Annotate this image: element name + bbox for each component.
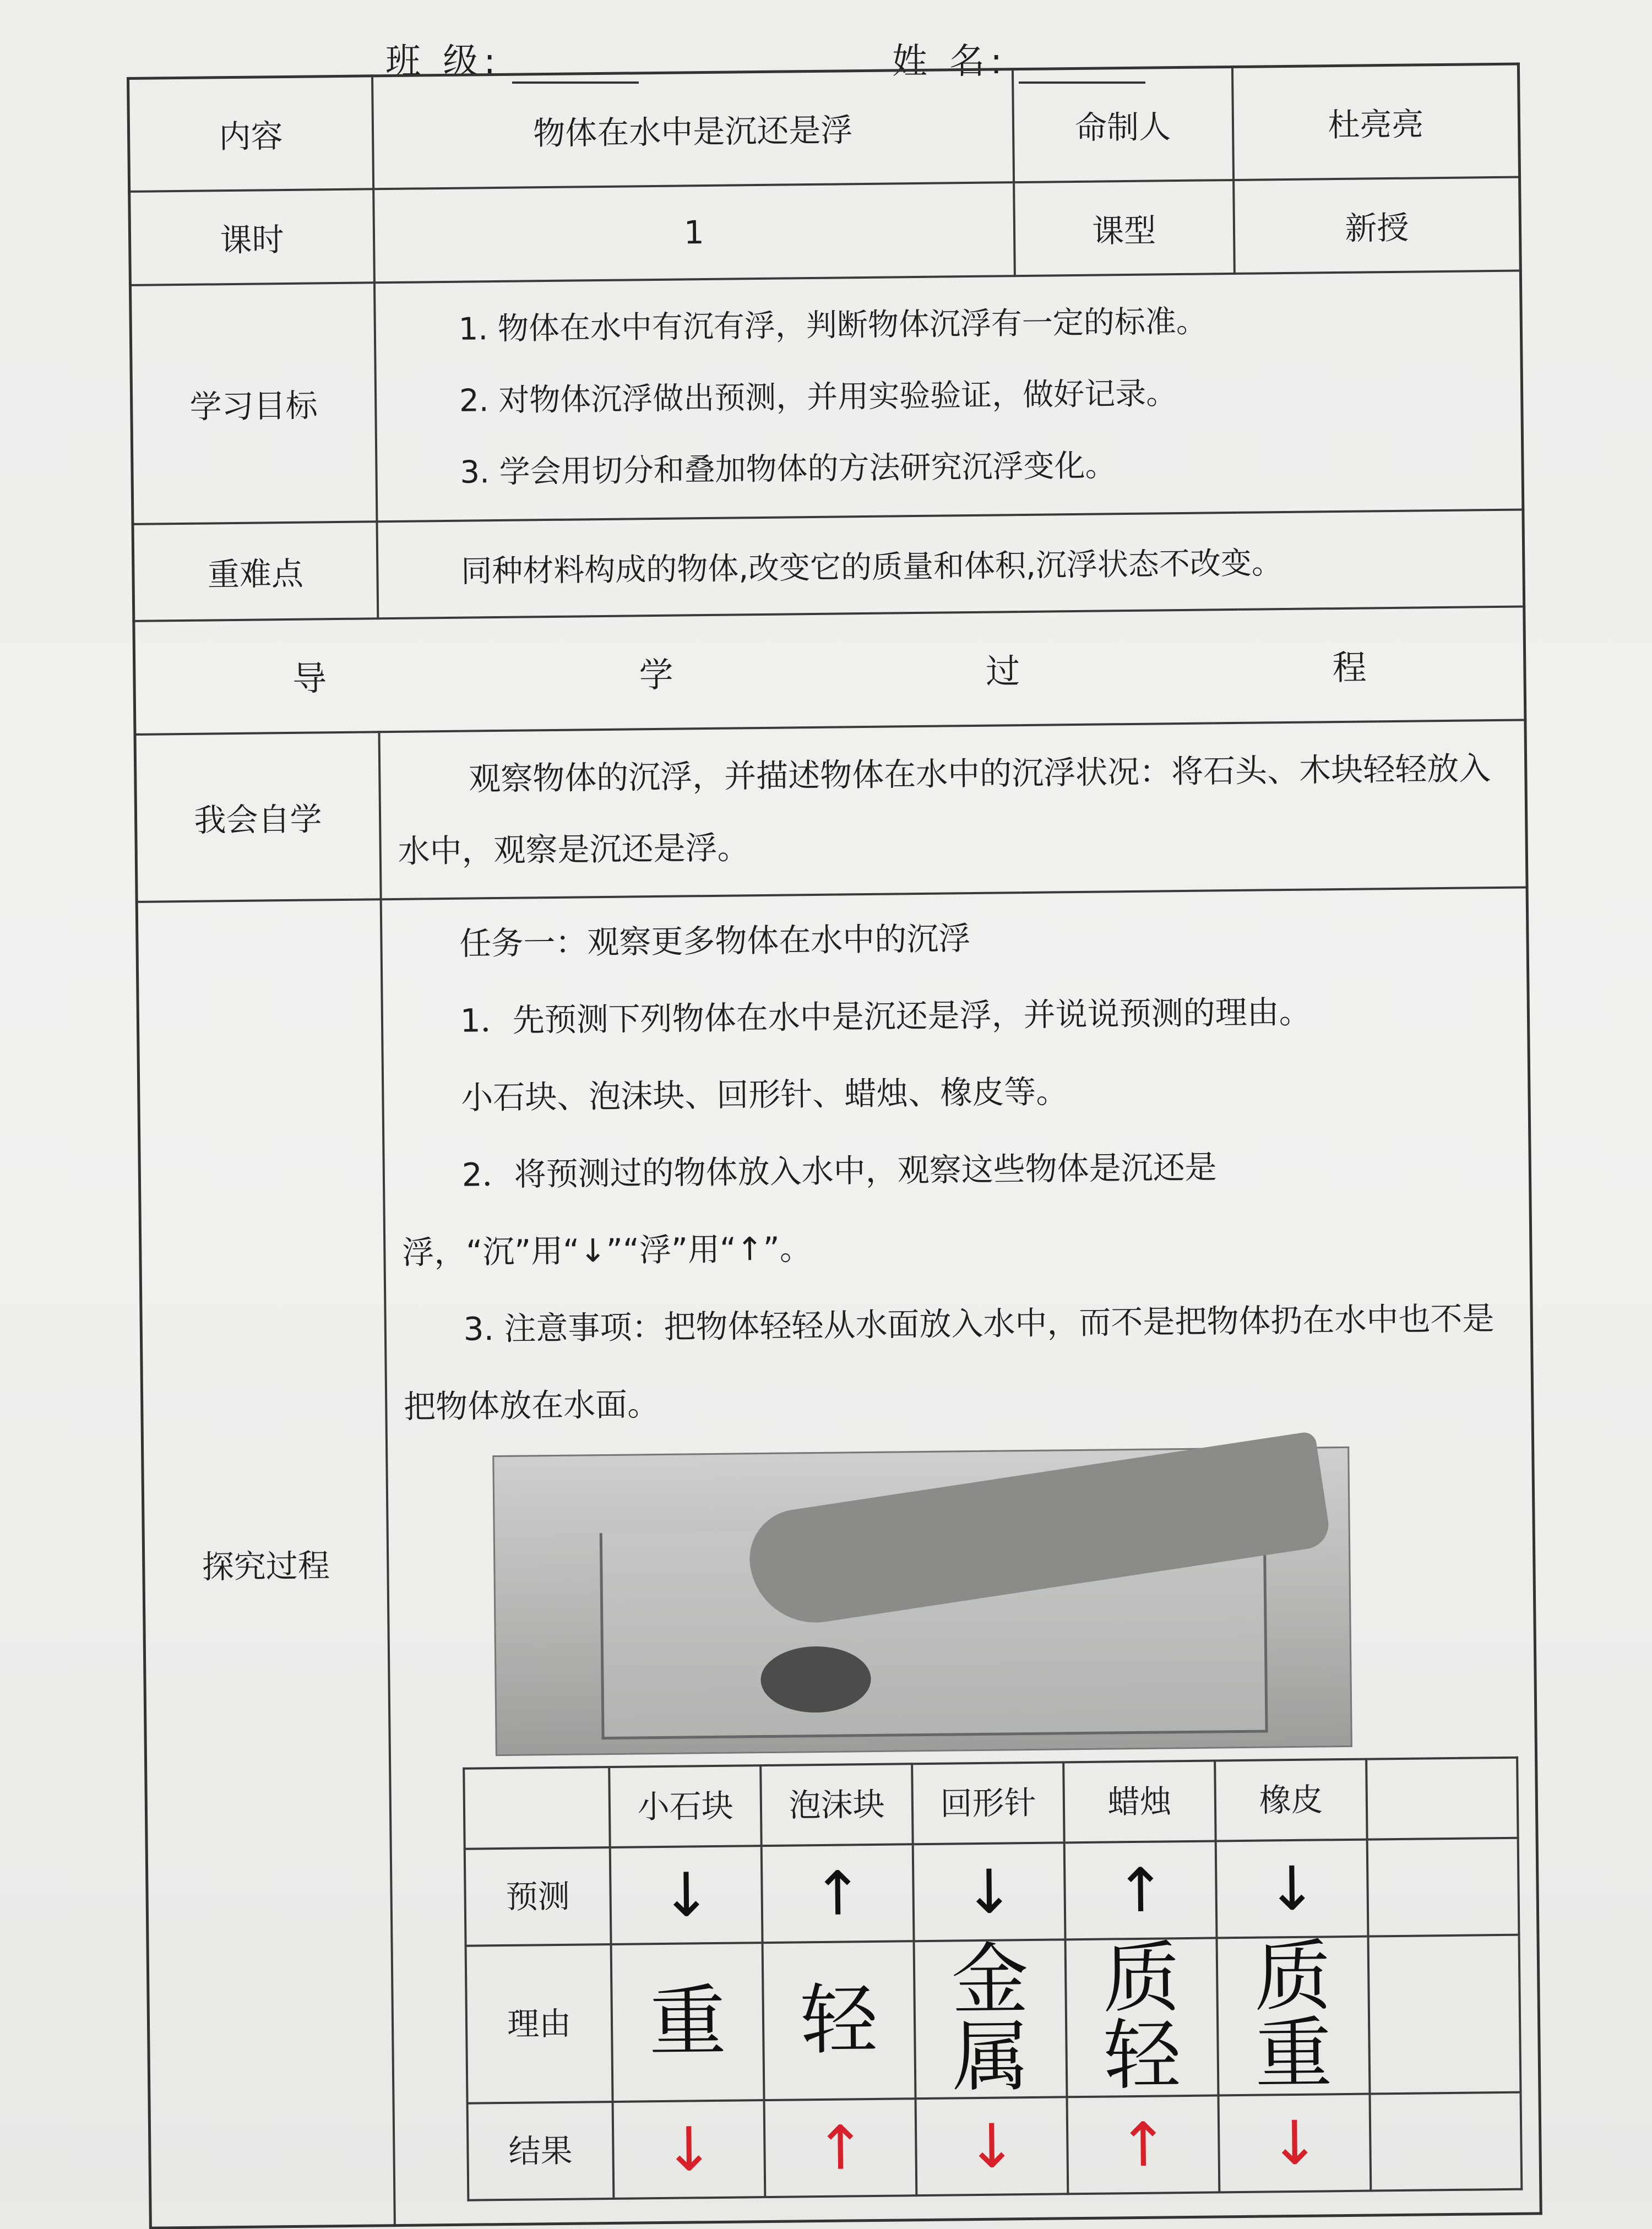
banner-char: 导 — [292, 658, 327, 699]
prediction-cell[interactable] — [1367, 1837, 1519, 1936]
banner-char: 学 — [639, 654, 674, 695]
table-row — [467, 2092, 1521, 2200]
reason-cell[interactable]: 金属 — [914, 1939, 1067, 2098]
column-header: 橡皮 — [1215, 1759, 1367, 1841]
goal-item: 2. 对物体沉浮做出预测，并用实验验证，做好记录。 — [459, 375, 1177, 419]
reason-cell[interactable]: 质重 — [1217, 1936, 1370, 2095]
task-title: 任务一：观察更多物体在水中的沉浮 — [459, 919, 971, 963]
banner-char: 程 — [1332, 647, 1367, 688]
prediction-cell[interactable]: ↓ — [610, 1846, 763, 1944]
reason-cell[interactable] — [1368, 1934, 1521, 2094]
type-value: 新授 — [1233, 177, 1521, 273]
reason-cell[interactable]: 轻 — [763, 1941, 916, 2100]
result-cell[interactable]: ↑ — [1067, 2095, 1220, 2194]
explore-content — [381, 887, 1541, 2225]
result-cell[interactable]: ↑ — [764, 2098, 917, 2197]
result-cell[interactable] — [1370, 2092, 1522, 2190]
prediction-cell[interactable]: ↑ — [762, 1844, 914, 1943]
key-points-label: 重难点 — [133, 521, 378, 621]
goals-list — [374, 270, 1523, 521]
period-label: 课时 — [129, 189, 374, 285]
table-row — [465, 1837, 1519, 1945]
step-1: 1．先预测下列物体在水中是沉还是浮，并说说预测的理由。 — [460, 993, 1312, 1040]
step-2: 2．将预测过的物体放入水中，观察这些物体是沉还是浮，“沉”用“↓”“浮”用“↑”。 — [401, 1148, 1217, 1271]
result-cell[interactable]: ↓ — [1219, 2094, 1371, 2192]
name-label: 姓 名: — [892, 41, 1008, 82]
column-header: 回形针 — [912, 1762, 1064, 1844]
self-study-label: 我会自学 — [135, 732, 381, 902]
row-label: 结果 — [467, 2101, 613, 2200]
type-label: 课型 — [1014, 180, 1235, 275]
explore-label: 探究过程 — [137, 899, 395, 2228]
result-cell[interactable]: ↓ — [916, 2097, 1068, 2195]
prediction-cell[interactable]: ↓ — [913, 1842, 1066, 1941]
row-label: 预测 — [465, 1847, 611, 1945]
goals-label: 学习目标 — [130, 282, 377, 524]
reason-cell[interactable]: 重 — [611, 1943, 764, 2102]
student-info-header — [385, 11, 1211, 82]
self-study-text: 观察物体的沉浮，并描述物体在水中的沉浮状况：将石头、木块轻轻放入水中，观察是沉还是浮。 — [379, 720, 1527, 899]
prediction-cell[interactable]: ↓ — [1216, 1839, 1368, 1938]
step-3: 3. 注意事项：把物体轻轻从水面放入水中，而不是把物体扔在水中也不是把物体放在水面。 — [403, 1299, 1495, 1426]
prediction-cell[interactable]: ↑ — [1064, 1841, 1217, 1939]
row-label: 理由 — [465, 1944, 612, 2103]
column-header: 泡沫块 — [760, 1764, 912, 1846]
reason-cell[interactable]: 质轻 — [1066, 1938, 1219, 2097]
lesson-table — [127, 63, 1542, 2229]
content-value: 物体在水中是沉还是浮 — [372, 69, 1014, 189]
result-cell[interactable]: ↓ — [613, 2100, 765, 2199]
objects-line: 小石块、泡沫块、回形针、蜡烛、橡皮等。 — [460, 1072, 1068, 1117]
banner-char: 过 — [985, 651, 1020, 692]
guided-learning-banner — [134, 606, 1525, 734]
column-header — [1366, 1757, 1518, 1839]
goal-item: 1. 物体在水中有沉有浮，判断物体沉浮有一定的标准。 — [458, 303, 1208, 347]
author-label: 命制人 — [1012, 67, 1233, 182]
column-header: 小石块 — [609, 1765, 761, 1847]
goal-item: 3. 学会用切分和叠加物体的方法研究沉浮变化。 — [460, 447, 1116, 491]
record-table — [463, 1756, 1523, 2201]
experiment-photo — [492, 1446, 1352, 1755]
table-row — [465, 1934, 1520, 2103]
corner-cell — [464, 1766, 610, 1849]
key-points-text: 同种材料构成的物体,改变它的质量和体积,沉浮状态不改变。 — [377, 509, 1524, 618]
content-label: 内容 — [128, 76, 373, 192]
column-header: 蜡烛 — [1063, 1760, 1215, 1842]
author-value: 杜亮亮 — [1232, 64, 1520, 180]
class-label: 班 级: — [385, 41, 501, 82]
period-value: 1 — [373, 182, 1014, 282]
